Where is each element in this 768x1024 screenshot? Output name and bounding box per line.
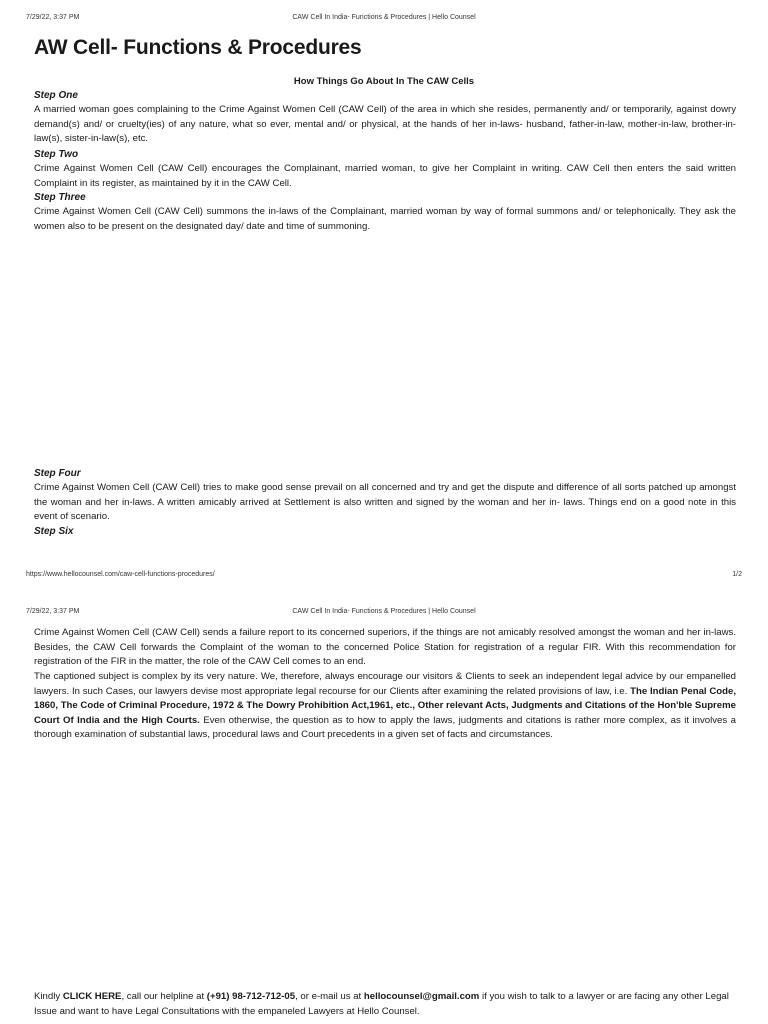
contact-text-2: , call our helpline at xyxy=(121,991,205,1002)
legal-advice-paragraph xyxy=(34,670,736,743)
step-one-label: Step One xyxy=(34,90,78,101)
print-doc-title-page2: CAW Cell In India- Functions & Procedures | Hello Counsel xyxy=(292,608,476,615)
contact-text-3: , or e-mail us at xyxy=(295,991,362,1002)
click-here-link[interactable]: CLICK HERE xyxy=(62,991,122,1002)
legal-advice-text-a: The captioned subject is complex by its very nature. We, therefore, always encourage our visitors & Clients to seek an independent legal advice by our empanelled lawyers. In such Cases, our lawyers devise most appropriate legal recourse for our Clients after examining the related provisions of law, i.e. xyxy=(34,671,736,697)
print-doc-title: CAW Cell In India- Functions & Procedures | Hello Counsel xyxy=(292,14,476,21)
print-datetime: 7/29/22, 3:37 PM xyxy=(26,14,80,21)
helpline-phone[interactable]: (+91) 98-712-712-05 xyxy=(206,991,296,1002)
contact-paragraph xyxy=(34,990,736,1019)
page-url[interactable]: https://www.hellocounsel.com/caw-cell-functions-procedures/ xyxy=(26,571,215,578)
step-one-text: A married woman goes complaining to the Crime Against Women Cell (CAW Cell) of the area in which she resides, permanently and/ or temporarily, against dowry demand(s) and/ or cruelty(ies) of any nature, what so ever, mental and/ or physical, at the hands of her in-laws- husband, father-in-law, mother-in-law, brother-in-law(s), sister-in-law(s), etc. xyxy=(34,104,736,145)
step-four-text: Crime Against Women Cell (CAW Cell) tries to make good sense prevail on all concerned and try and get the dispute and difference of all sorts patched up amongst the woman and her in-laws. A written amicably arrived at Settlement is also written and signed by the woman and her in- laws. Things end on a good note in this event of scenario. xyxy=(34,482,736,523)
step-four-label: Step Four xyxy=(34,468,81,479)
step-two-label: Step Two xyxy=(34,149,79,160)
page-number: 1/2 xyxy=(732,571,742,578)
legal-advice-text-b: Even otherwise, the question as to how to apply the laws, judgments and citations is rather more complex, as it involves a thorough examination of substantial laws, procedural laws and Court precedents in a given set of facts and circumstances. xyxy=(34,714,737,741)
print-datetime-page2: 7/29/22, 3:37 PM xyxy=(26,608,80,615)
page-title: AW Cell- Functions & Procedures xyxy=(34,36,362,59)
contact-text-4: if you wish to talk to a lawyer or are facing any other Legal Issue and want to have Legal Consultations with the empaneled Lawyers at Hello Counsel. xyxy=(34,991,729,1017)
contact-text-1: Kindly xyxy=(34,991,61,1002)
section-title: How Things Go About In The CAW Cells xyxy=(293,76,475,87)
step-three-label: Step Three xyxy=(34,192,86,203)
contact-email[interactable]: hellocounsel@gmail.com xyxy=(363,991,480,1002)
failure-report-paragraph: Crime Against Women Cell (CAW Cell) sends a failure report to its concerned superiors, if the things are not amicably resolved amongst the woman and her in-laws. Besides, the CAW Cell forwards the Complaint of the woman to the concerned Police Station for registration of a regular FIR. With this recommendation for registration of the FIR in the matter, the role of the CAW Cell comes to an end. xyxy=(34,627,736,668)
step-two-text: Crime Against Women Cell (CAW Cell) encourages the Complainant, married woman, to give her Complaint in writing. CAW Cell then enters the said written Complaint in its register, as maintained by it in the CAW Cell. xyxy=(34,163,736,189)
step-three-text: Crime Against Women Cell (CAW Cell) summons the in-laws of the Complainant, married woman by way of formal summons and/ or telephonically. They ask the women also to be present on the designated day/ date and time of summoning. xyxy=(34,206,736,232)
legal-acts-bold: The Indian Penal Code, 1860, The Code of Criminal Procedure, 1972 & The Dowry Prohibition Act,1961, etc., Other relevant Acts, Judgments and Citations of the Hon'ble Supreme Court Of India and the High Courts. xyxy=(34,685,737,726)
step-six-label: Step Six xyxy=(34,526,74,537)
